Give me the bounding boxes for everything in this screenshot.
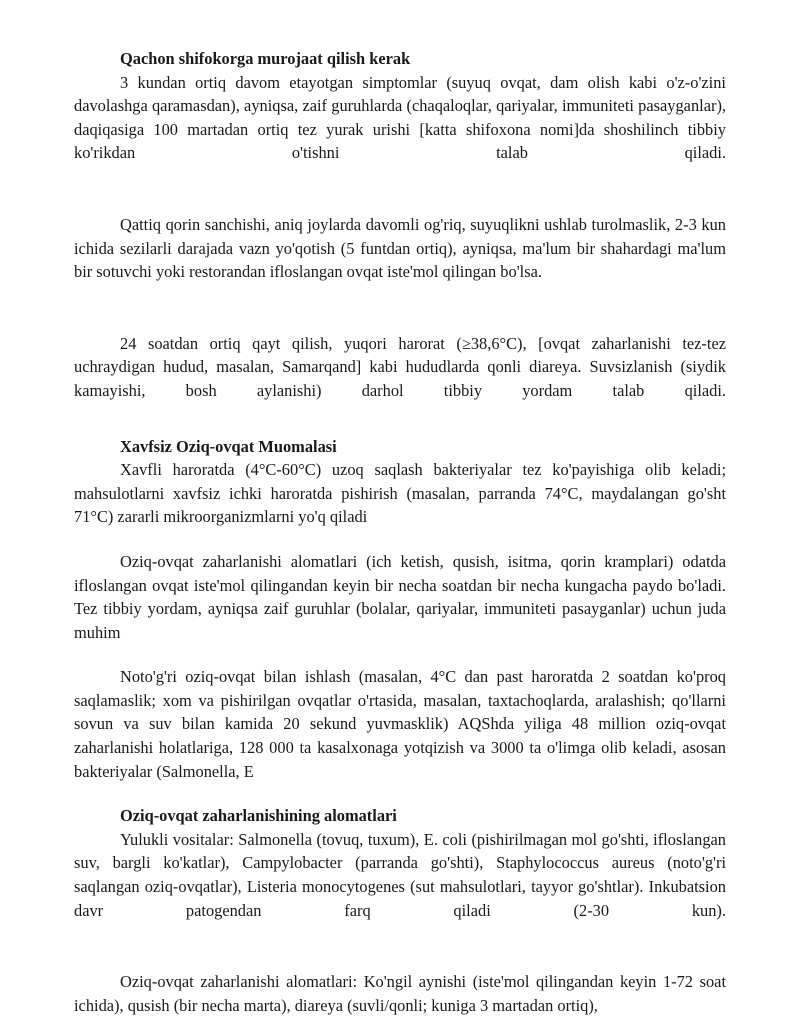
section-heading-when-to-see-doctor: Qachon shifokorga murojaat qilish kerak	[120, 49, 411, 68]
paragraph: Xavfli haroratda (4°C-60°C) uzoq saqlash bakteriyalar tez ko'payishiga olib keladi; mahsulotlarni xavfsiz ichki haroratda pishirish (masalan, parranda 74°C, maydalangan go'sht 71°C) zararli mikroorganizmlarni yo'q qiladi	[74, 460, 726, 527]
section-heading-food-poisoning-symptoms: Oziq-ovqat zaharlanishining alomatlari	[120, 806, 397, 826]
paragraph: Oziq-ovqat zaharlanishi alomatlari: Ko'ngil aynishi (iste'mol qilingandan keyin 1-72 soat ichida), qusish (bir necha marta), diareya (suvli/qonli; kuniga 3 martadan ortiq),	[74, 972, 726, 1015]
paragraph: Yulukli vositalar: Salmonella (tovuq, tuxum), E. coli (pishirilmagan mol go'shti, ifloslangan suv, bargli ko'katlar), Campylobacter (parranda go'shti), Staphylococcus aureus (noto'g'ri saqlangan oziq-ovqatlar), Listeria monocytogenes (sut mahsulotlari, tayyor go'shtlar). Inkubatsion davr patogendan farq qiladi (2-30 kun).	[74, 829, 726, 920]
paragraph: Qattiq qorin sanchishi, aniq joylarda davomli og'riq, suyuqlikni ushlab turolmaslik, 2-3 kun ichida sezilarli darajada vazn yo'qotish (5 funtdan ortiq), ayniqsa, ma'lum bir shahardagi ma'lum bir sotuvchi yoki restorandan ifloslangan ovqat iste'mol qilingan bo'lsa.	[74, 214, 726, 282]
paragraph: Noto'g'ri oziq-ovqat bilan ishlash (masalan, 4°C dan past haroratda 2 soatdan ko'proq saqlamaslik; xom va pishirilgan ovqatlar o'rtasida, masalan, taxtachoqlarda, aralashish; qo'llarni sovun va suv bilan kamida 20 sekund yuvmasklik) AQShda yiliga 48 million oziq-ovqat zaharlanishi holatlariga, 128 000 ta kasalxonaga yotqizish va 3000 ta o'limga olib keladi, asosan bakteriyalar (Salmonella, E	[74, 667, 726, 781]
paragraph: 24 soatdan ortiq qayt qilish, yuqori harorat (≥38,6°C), [ovqat zaharlanishi tez-tez uchraydigan hudud, masalan, Samarqand] kabi hududlarda qonli diareya. Suvsizlanish (siydik kamayishi, bosh aylanishi) darhol tibbiy yordam talab qiladi.	[74, 333, 726, 400]
section-heading-safe-food-handling: Xavfsiz Oziq-ovqat Muomalasi	[120, 436, 337, 456]
paragraph: Oziq-ovqat zaharlanishi alomatlari (ich ketish, qusish, isitma, qorin kramplari) odatda ifloslangan ovqat iste'mol qilingandan keyin bir necha soatdan bir necha kungacha paydo bo'ladi. Tez tibbiy yordam, ayniqsa zaif guruhlar (bolalar, qariyalar, immuniteti pasayganlar) uchun juda muhim	[74, 551, 726, 642]
document-page	[74, 47, 726, 1017]
paragraph: 3 kundan ortiq davom etayotgan simptomlar (suyuq ovqat, dam olish kabi o'z-o'zini davolashga qaramasdan), ayniqsa, zaif guruhlarda (chaqaloqlar, qariyalar, immuniteti pasayganlar), daqiqasiga 100 martadan ortiq tez yurak urishi [katta shifoxona nomi]da shoshilinch tibbiy ko'rikdan o'tishni talab qiladi.	[74, 72, 726, 163]
